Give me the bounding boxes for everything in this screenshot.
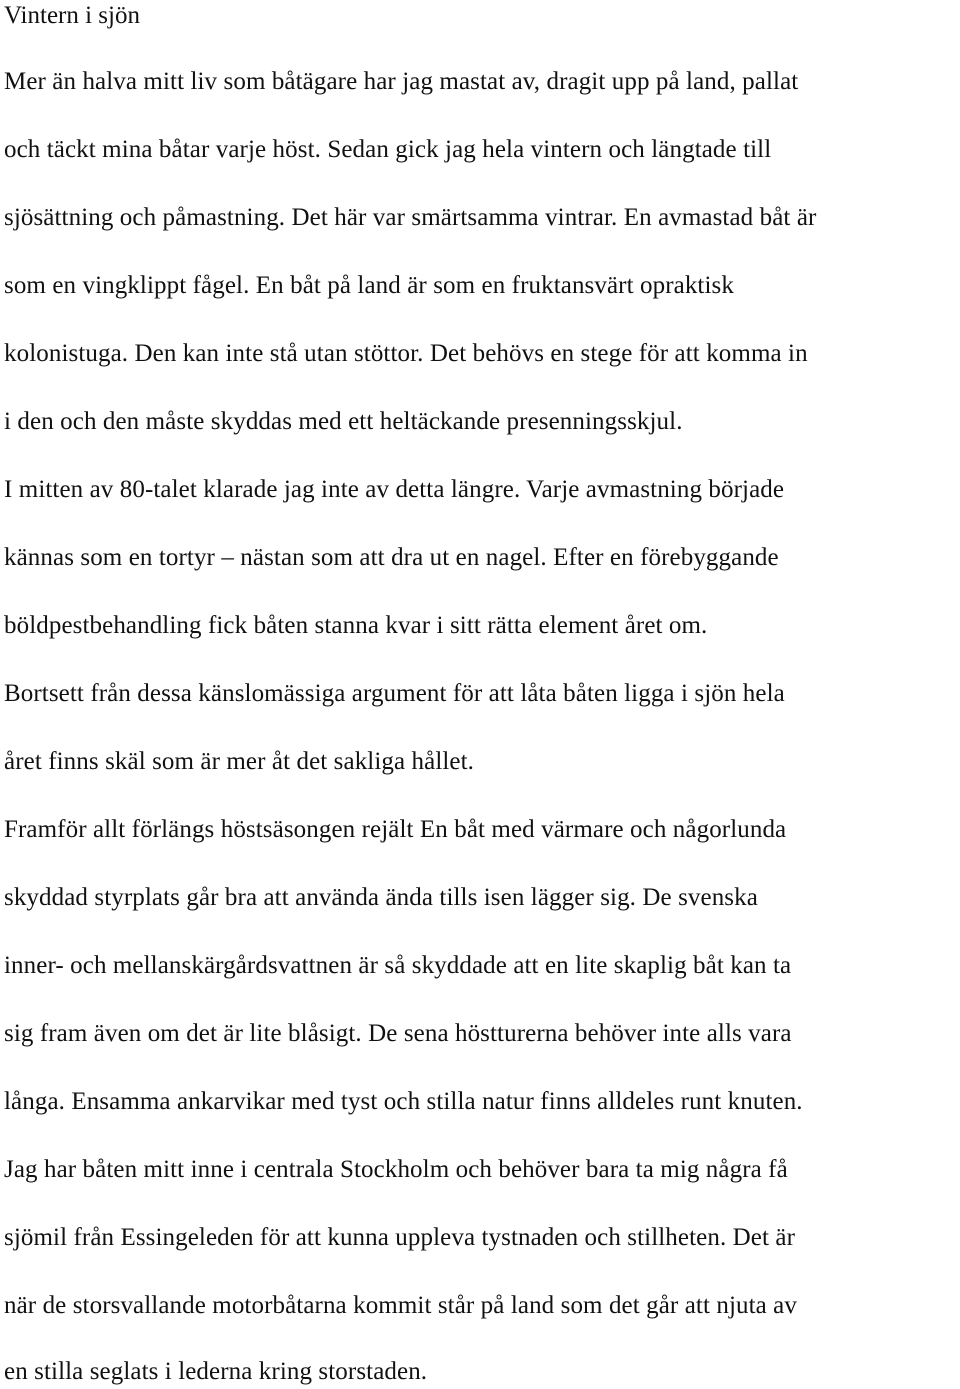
- text-line: och täckt mina båtar varje höst. Sedan gick jag hela vintern och längtade till: [4, 136, 772, 163]
- text-line: kännas som en tortyr – nästan som att dra ut en nagel. Efter en förebyggande: [4, 544, 779, 571]
- text-line: sjösättning och påmastning. Det här var smärtsamma vintrar. En avmastad båt är: [4, 204, 817, 231]
- text-line: när de storsvallande motorbåtarna kommit står på land som det går att njuta av: [4, 1292, 797, 1319]
- text-line: året finns skäl som är mer åt det sakliga hållet.: [4, 748, 475, 775]
- text-line: Mer än halva mitt liv som båtägare har jag mastat av, dragit upp på land, pallat: [4, 68, 799, 95]
- document-title: Vintern i sjön: [4, 2, 140, 29]
- text-line: en stilla seglats i lederna kring storstaden.: [4, 1358, 428, 1385]
- text-line: inner- och mellanskärgårdsvattnen är så skyddade att en lite skaplig båt kan ta: [4, 952, 792, 979]
- text-line: som en vingklippt fågel. En båt på land är som en fruktansvärt opraktisk: [4, 272, 734, 299]
- text-line: sig fram även om det är lite blåsigt. De sena höstturerna behöver inte alls vara: [4, 1020, 792, 1047]
- text-line: skyddad styrplats går bra att använda ända tills isen lägger sig. De svenska: [4, 884, 758, 911]
- text-line: Bortsett från dessa känslomässiga argument för att låta båten ligga i sjön hela: [4, 680, 785, 707]
- text-line: böldpestbehandling fick båten stanna kvar i sitt rätta element året om.: [4, 612, 708, 639]
- text-line: I mitten av 80-talet klarade jag inte av detta längre. Varje avmastning började: [4, 476, 785, 503]
- text-line: sjömil från Essingeleden för att kunna uppleva tystnaden och stillheten. Det är: [4, 1224, 796, 1251]
- text-line: kolonistuga. Den kan inte stå utan stöttor. Det behövs en stege för att komma in: [4, 340, 808, 367]
- text-line: långa. Ensamma ankarvikar med tyst och stilla natur finns alldeles runt knuten.: [4, 1088, 803, 1115]
- text-line: Jag har båten mitt inne i centrala Stockholm och behöver bara ta mig några få: [4, 1156, 788, 1183]
- text-line: i den och den måste skyddas med ett heltäckande presenningsskjul.: [4, 408, 683, 435]
- text-line: Framför allt förlängs höstsäsongen rejält En båt med värmare och någorlunda: [4, 816, 787, 843]
